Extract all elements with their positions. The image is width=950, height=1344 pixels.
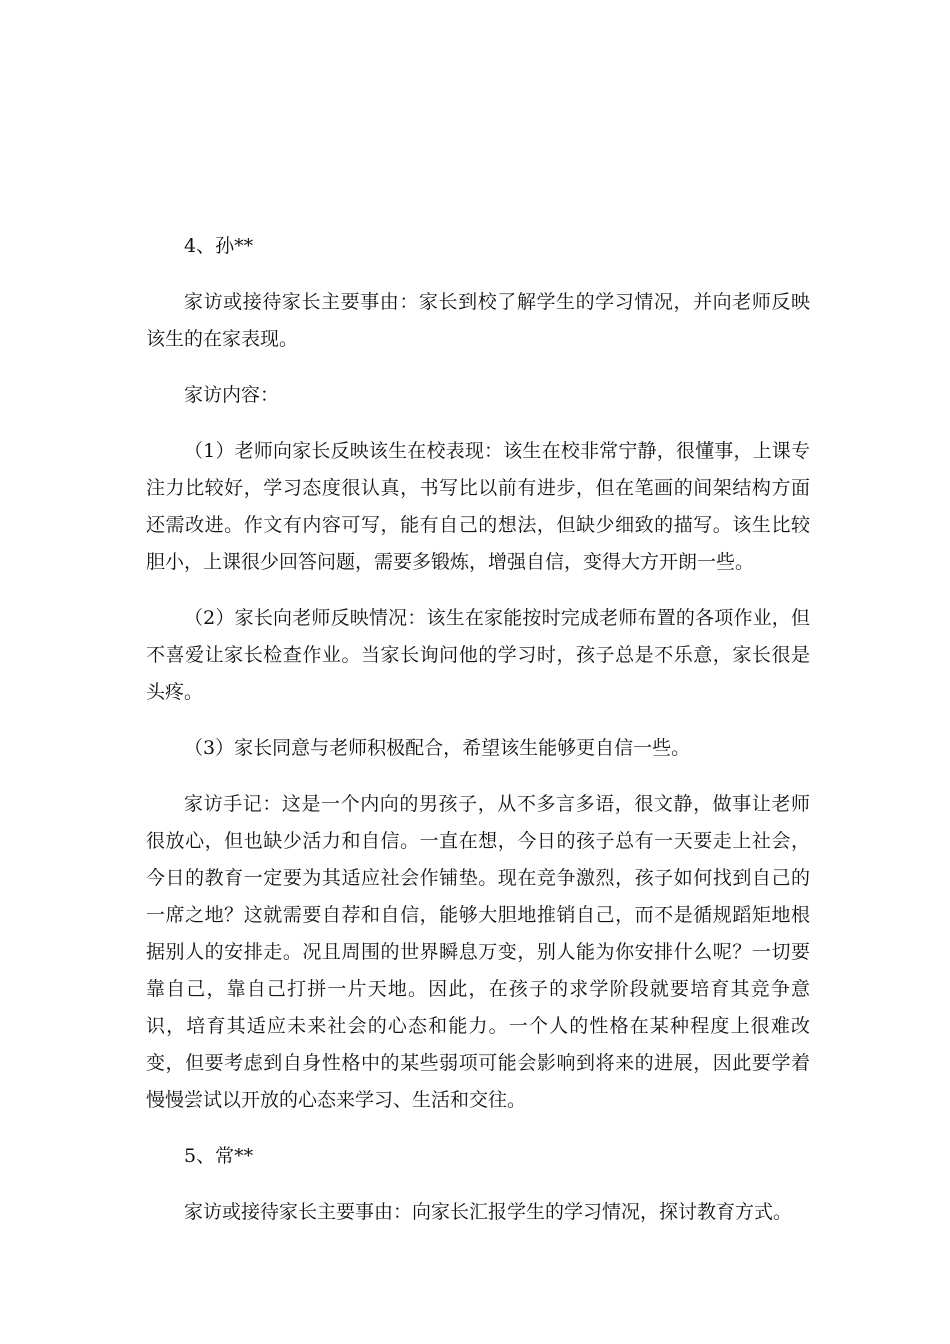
section-heading-student-4: 4、孙** [184,235,254,257]
visit-notes-paragraph: 家访手记：这是一个内向的男孩子，从不多言多语，很文静，做事让老师很放心，但也缺少活力和自信。一直在想，今日的孩子总有一天要走上社会，今日的教育一定要为其适应社会作铺垫。现在竞争激烈，孩子如何找到自己的一席之地？这就需要自荐和自信，能够大胆地推销自己，而不是循规蹈矩地根据别人的安排走。况且周围的世界瞬息万变，别人能为你安排什么呢？一切要靠自己，靠自己打拼一片天地。因此，在孩子的求学阶段就要培育其竞争意识，培育其适应未来社会的心态和能力。一个人的性格在某种程度上很难改变，但要考虑到自身性格中的某些弱项可能会影响到将来的进展，因此要学着慢慢尝试以开放的心态来学习、生活和交往。 [146,793,810,1111]
visit-content-item-3: （3）家长同意与老师积极配合，希望该生能够更自信一些。 [184,737,691,759]
visit-content-item-2: （2）家长向老师反映情况：该生在家能按时完成老师布置的各项作业，但不喜爱让家长检查作业。当家长询问他的学习时，孩子总是不乐意，家长很是头疼。 [146,607,810,703]
document-body [146,228,810,1250]
section-heading-student-5: 5、常** [184,1145,254,1167]
visit-content-label: 家访内容： [184,384,280,406]
visit-content-item-1: （1）老师向家长反映该生在校表现：该生在校非常宁静，很懂事，上课专注力比较好，学习态度很认真，书写比以前有进步，但在笔画的间架结构方面还需改进。作文有内容可写，能有自己的想法，但缺少细致的描写。该生比较胆小，上课很少回答问题，需要多锻炼，增强自信，变得大方开朗一些。 [146,440,810,573]
visit-reason-paragraph: 家访或接待家长主要事由：家长到校了解学生的学习情况，并向老师反映该生的在家表现。 [146,291,810,350]
visit-reason-paragraph-2: 家访或接待家长主要事由：向家长汇报学生的学习情况，探讨教育方式。 [184,1201,793,1223]
